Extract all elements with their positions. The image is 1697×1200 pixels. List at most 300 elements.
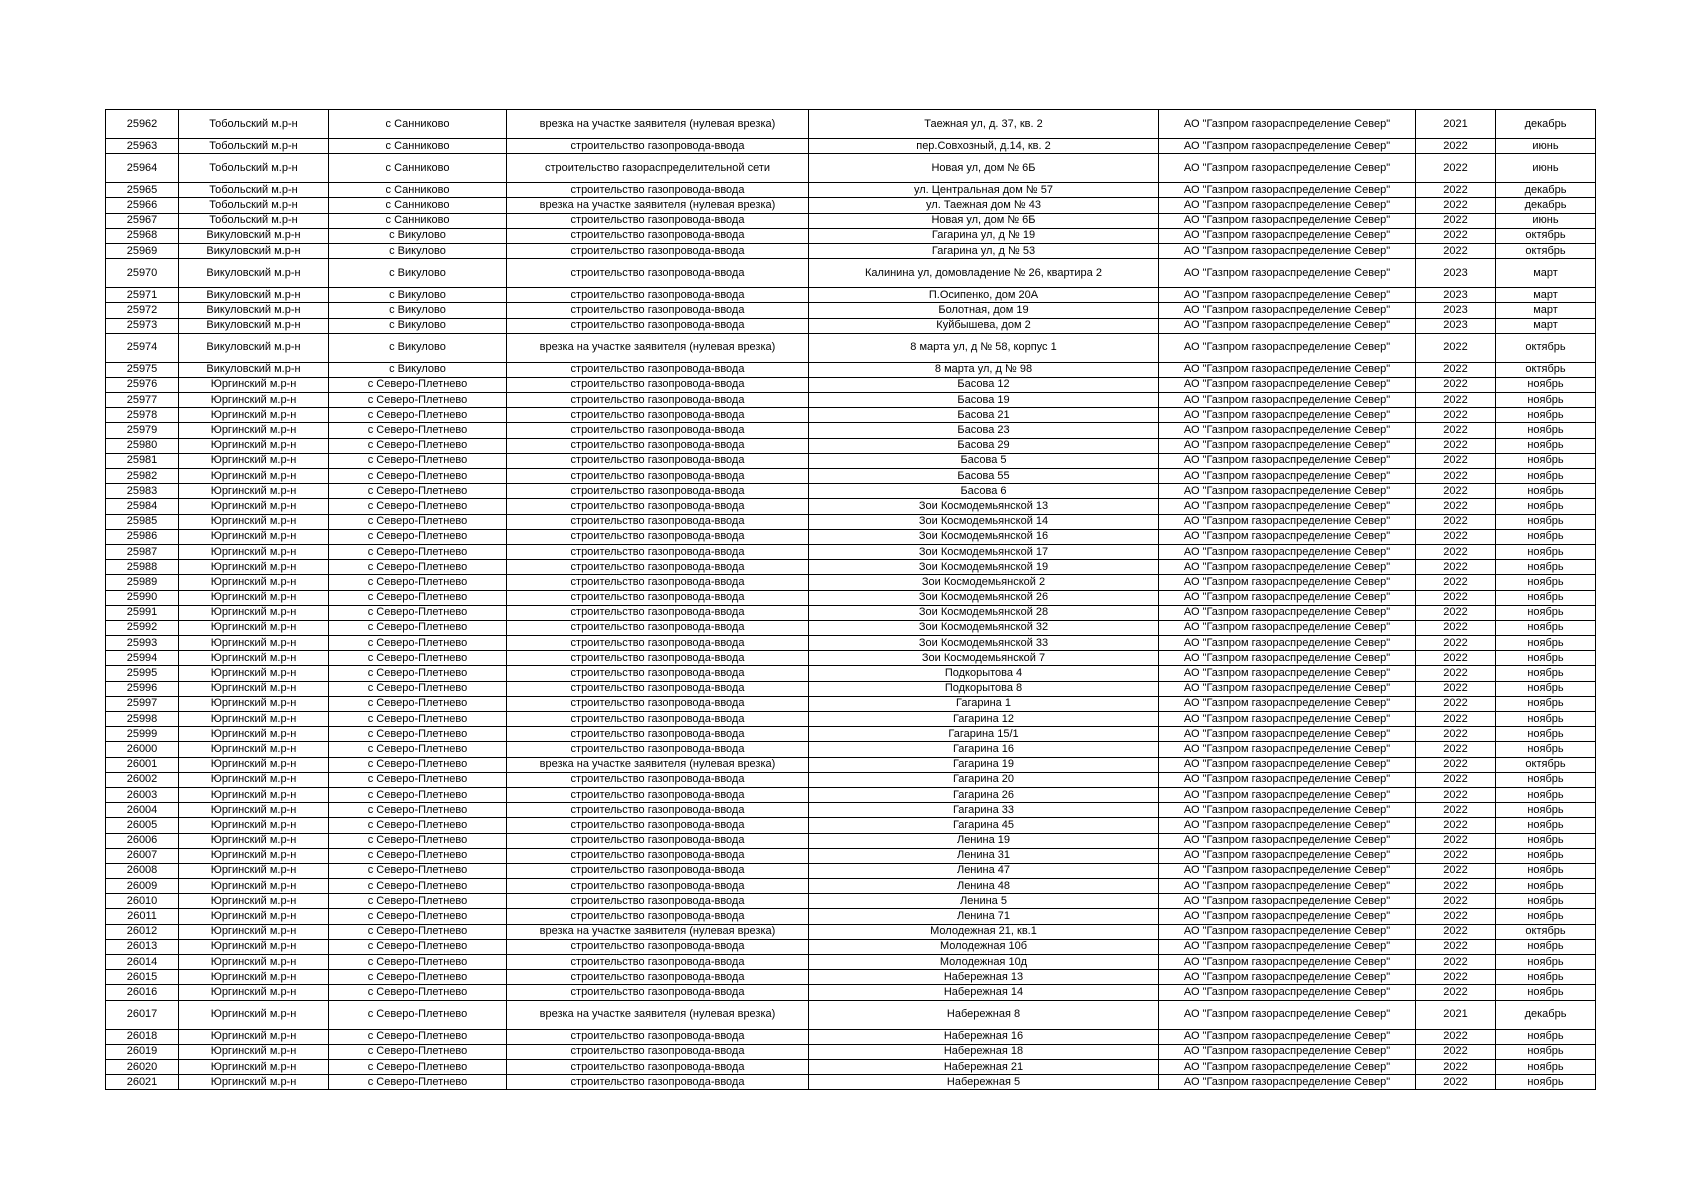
year-cell: 2022 <box>1416 393 1496 408</box>
district-cell: Тобольский м.р-н <box>179 183 329 198</box>
work-type-cell: врезка на участке заявителя (нулевая врезка) <box>507 757 809 772</box>
table-row <box>106 590 1596 605</box>
table-row <box>106 213 1596 228</box>
work-type-cell: строительство газопровода-ввода <box>507 499 809 514</box>
month-cell: ноябрь <box>1496 499 1596 514</box>
organization-cell: АО "Газпром газораспределение Север" <box>1159 605 1416 620</box>
year-cell: 2022 <box>1416 514 1496 529</box>
year-cell: 2022 <box>1416 909 1496 924</box>
organization-cell: АО "Газпром газораспределение Север" <box>1159 818 1416 833</box>
table-row <box>106 636 1596 651</box>
row-number-cell: 25975 <box>106 362 179 377</box>
address-cell: Зои Космодемьянской 33 <box>809 636 1159 651</box>
year-cell: 2022 <box>1416 620 1496 635</box>
organization-cell: АО "Газпром газораспределение Север" <box>1159 198 1416 213</box>
table-row <box>106 955 1596 970</box>
year-cell: 2022 <box>1416 438 1496 453</box>
address-cell: Ленина 31 <box>809 848 1159 863</box>
year-cell: 2022 <box>1416 362 1496 377</box>
district-cell: Юргинский м.р-н <box>179 1075 329 1090</box>
settlement-cell: с Санниково <box>329 139 507 154</box>
year-cell: 2022 <box>1416 970 1496 985</box>
row-number-cell: 25978 <box>106 408 179 423</box>
month-cell: ноябрь <box>1496 939 1596 954</box>
address-cell: ул. Таежная дом № 43 <box>809 198 1159 213</box>
row-number-cell: 26005 <box>106 818 179 833</box>
row-number-cell: 26002 <box>106 772 179 787</box>
settlement-cell: с Санниково <box>329 183 507 198</box>
organization-cell: АО "Газпром газораспределение Север" <box>1159 393 1416 408</box>
table-row <box>106 787 1596 802</box>
work-type-cell: врезка на участке заявителя (нулевая врезка) <box>507 924 809 939</box>
district-cell: Юргинский м.р-н <box>179 620 329 635</box>
row-number-cell: 25987 <box>106 544 179 559</box>
address-cell: Басова 6 <box>809 484 1159 499</box>
work-type-cell: строительство газопровода-ввода <box>507 183 809 198</box>
year-cell: 2021 <box>1416 110 1496 139</box>
row-number-cell: 26008 <box>106 863 179 878</box>
year-cell: 2022 <box>1416 651 1496 666</box>
address-cell: Басова 21 <box>809 408 1159 423</box>
settlement-cell: с Северо-Плетнево <box>329 909 507 924</box>
settlement-cell: с Викулово <box>329 318 507 333</box>
month-cell: июнь <box>1496 213 1596 228</box>
month-cell: ноябрь <box>1496 666 1596 681</box>
year-cell: 2022 <box>1416 757 1496 772</box>
address-cell: Гагарина 12 <box>809 712 1159 727</box>
settlement-cell: с Северо-Плетнево <box>329 681 507 696</box>
organization-cell: АО "Газпром газораспределение Север" <box>1159 110 1416 139</box>
address-cell: Гагарина 26 <box>809 787 1159 802</box>
month-cell: ноябрь <box>1496 514 1596 529</box>
work-type-cell: строительство газопровода-ввода <box>507 560 809 575</box>
address-cell: Ленина 19 <box>809 833 1159 848</box>
address-cell: Набережная 5 <box>809 1075 1159 1090</box>
district-cell: Юргинский м.р-н <box>179 438 329 453</box>
address-cell: Зои Космодемьянской 26 <box>809 590 1159 605</box>
table-row <box>106 939 1596 954</box>
district-cell: Юргинский м.р-н <box>179 1000 329 1029</box>
organization-cell: АО "Газпром газораспределение Север" <box>1159 560 1416 575</box>
month-cell: ноябрь <box>1496 787 1596 802</box>
work-type-cell: строительство газопровода-ввода <box>507 408 809 423</box>
address-cell: Набережная 8 <box>809 1000 1159 1029</box>
settlement-cell: с Северо-Плетнево <box>329 955 507 970</box>
month-cell: март <box>1496 303 1596 318</box>
row-number-cell: 25988 <box>106 560 179 575</box>
month-cell: ноябрь <box>1496 863 1596 878</box>
year-cell: 2022 <box>1416 198 1496 213</box>
organization-cell: АО "Газпром газораспределение Север" <box>1159 333 1416 362</box>
month-cell: ноябрь <box>1496 803 1596 818</box>
settlement-cell: с Викулово <box>329 228 507 243</box>
year-cell: 2022 <box>1416 1059 1496 1074</box>
month-cell: ноябрь <box>1496 985 1596 1000</box>
month-cell: ноябрь <box>1496 879 1596 894</box>
settlement-cell: с Северо-Плетнево <box>329 757 507 772</box>
work-type-cell: строительство газопровода-ввода <box>507 544 809 559</box>
month-cell: декабрь <box>1496 183 1596 198</box>
row-number-cell: 25992 <box>106 620 179 635</box>
row-number-cell: 25962 <box>106 110 179 139</box>
district-cell: Тобольский м.р-н <box>179 198 329 213</box>
work-type-cell: строительство газопровода-ввода <box>507 985 809 1000</box>
row-number-cell: 25974 <box>106 333 179 362</box>
organization-cell: АО "Газпром газораспределение Север" <box>1159 681 1416 696</box>
organization-cell: АО "Газпром газораспределение Север" <box>1159 863 1416 878</box>
address-cell: Басова 5 <box>809 453 1159 468</box>
organization-cell: АО "Газпром газораспределение Север" <box>1159 620 1416 635</box>
row-number-cell: 26013 <box>106 939 179 954</box>
district-cell: Викуловский м.р-н <box>179 288 329 303</box>
address-cell: Гагарина 33 <box>809 803 1159 818</box>
address-cell: ул. Центральная дом № 57 <box>809 183 1159 198</box>
address-cell: Гагарина ул, д № 19 <box>809 228 1159 243</box>
table-row <box>106 879 1596 894</box>
table-row <box>106 259 1596 288</box>
organization-cell: АО "Газпром газораспределение Север" <box>1159 575 1416 590</box>
settlement-cell: с Викулово <box>329 333 507 362</box>
year-cell: 2022 <box>1416 228 1496 243</box>
month-cell: ноябрь <box>1496 605 1596 620</box>
organization-cell: АО "Газпром газораспределение Север" <box>1159 666 1416 681</box>
table-row <box>106 288 1596 303</box>
table-row <box>106 757 1596 772</box>
settlement-cell: с Северо-Плетнево <box>329 544 507 559</box>
district-cell: Юргинский м.р-н <box>179 712 329 727</box>
row-number-cell: 25997 <box>106 696 179 711</box>
table-row <box>106 620 1596 635</box>
year-cell: 2022 <box>1416 894 1496 909</box>
settlement-cell: с Викулово <box>329 288 507 303</box>
table-row <box>106 712 1596 727</box>
year-cell: 2022 <box>1416 863 1496 878</box>
row-number-cell: 25994 <box>106 651 179 666</box>
district-cell: Тобольский м.р-н <box>179 110 329 139</box>
row-number-cell: 26017 <box>106 1000 179 1029</box>
work-type-cell: строительство газопровода-ввода <box>507 803 809 818</box>
table-row <box>106 183 1596 198</box>
year-cell: 2022 <box>1416 544 1496 559</box>
district-cell: Юргинский м.р-н <box>179 560 329 575</box>
settlement-cell: с Северо-Плетнево <box>329 514 507 529</box>
work-type-cell: строительство газопровода-ввода <box>507 318 809 333</box>
table-row <box>106 499 1596 514</box>
work-type-cell: строительство газопровода-ввода <box>507 863 809 878</box>
work-type-cell: строительство газопровода-ввода <box>507 787 809 802</box>
district-cell: Юргинский м.р-н <box>179 970 329 985</box>
district-cell: Тобольский м.р-н <box>179 154 329 183</box>
month-cell: ноябрь <box>1496 651 1596 666</box>
row-number-cell: 25996 <box>106 681 179 696</box>
district-cell: Юргинский м.р-н <box>179 514 329 529</box>
month-cell: ноябрь <box>1496 575 1596 590</box>
district-cell: Юргинский м.р-н <box>179 879 329 894</box>
year-cell: 2022 <box>1416 453 1496 468</box>
year-cell: 2022 <box>1416 879 1496 894</box>
month-cell: декабрь <box>1496 198 1596 213</box>
district-cell: Юргинский м.р-н <box>179 529 329 544</box>
year-cell: 2022 <box>1416 213 1496 228</box>
district-cell: Юргинский м.р-н <box>179 1044 329 1059</box>
table-row <box>106 303 1596 318</box>
work-type-cell: строительство газораспределительной сети <box>507 154 809 183</box>
work-type-cell: строительство газопровода-ввода <box>507 712 809 727</box>
year-cell: 2022 <box>1416 787 1496 802</box>
district-cell: Юргинский м.р-н <box>179 666 329 681</box>
year-cell: 2023 <box>1416 303 1496 318</box>
work-type-cell: строительство газопровода-ввода <box>507 575 809 590</box>
month-cell: ноябрь <box>1496 377 1596 392</box>
year-cell: 2022 <box>1416 1029 1496 1044</box>
work-type-cell: врезка на участке заявителя (нулевая врезка) <box>507 110 809 139</box>
organization-cell: АО "Газпром газораспределение Север" <box>1159 879 1416 894</box>
year-cell: 2023 <box>1416 318 1496 333</box>
settlement-cell: с Северо-Плетнево <box>329 772 507 787</box>
organization-cell: АО "Газпром газораспределение Север" <box>1159 154 1416 183</box>
year-cell: 2022 <box>1416 848 1496 863</box>
month-cell: ноябрь <box>1496 727 1596 742</box>
row-number-cell: 26014 <box>106 955 179 970</box>
district-cell: Юргинский м.р-н <box>179 605 329 620</box>
year-cell: 2022 <box>1416 742 1496 757</box>
organization-cell: АО "Газпром газораспределение Север" <box>1159 213 1416 228</box>
district-cell: Юргинский м.р-н <box>179 757 329 772</box>
year-cell: 2022 <box>1416 833 1496 848</box>
row-number-cell: 26019 <box>106 1044 179 1059</box>
district-cell: Юргинский м.р-н <box>179 985 329 1000</box>
settlement-cell: с Викулово <box>329 303 507 318</box>
row-number-cell: 25971 <box>106 288 179 303</box>
district-cell: Тобольский м.р-н <box>179 213 329 228</box>
organization-cell: АО "Газпром газораспределение Север" <box>1159 529 1416 544</box>
work-type-cell: строительство газопровода-ввода <box>507 393 809 408</box>
organization-cell: АО "Газпром газораспределение Север" <box>1159 772 1416 787</box>
work-type-cell: врезка на участке заявителя (нулевая врезка) <box>507 198 809 213</box>
organization-cell: АО "Газпром газораспределение Север" <box>1159 787 1416 802</box>
work-type-cell: строительство газопровода-ввода <box>507 666 809 681</box>
district-cell: Юргинский м.р-н <box>179 894 329 909</box>
row-number-cell: 26006 <box>106 833 179 848</box>
address-cell: П.Осипенко, дом 20А <box>809 288 1159 303</box>
year-cell: 2022 <box>1416 1044 1496 1059</box>
row-number-cell: 25983 <box>106 484 179 499</box>
row-number-cell: 25966 <box>106 198 179 213</box>
year-cell: 2022 <box>1416 529 1496 544</box>
work-type-cell: строительство газопровода-ввода <box>507 1029 809 1044</box>
district-cell: Викуловский м.р-н <box>179 259 329 288</box>
month-cell: ноябрь <box>1496 818 1596 833</box>
organization-cell: АО "Газпром газораспределение Север" <box>1159 955 1416 970</box>
district-cell: Юргинский м.р-н <box>179 423 329 438</box>
work-type-cell: врезка на участке заявителя (нулевая врезка) <box>507 333 809 362</box>
address-cell: Гагарина 19 <box>809 757 1159 772</box>
work-type-cell: строительство газопровода-ввода <box>507 833 809 848</box>
year-cell: 2022 <box>1416 243 1496 258</box>
year-cell: 2023 <box>1416 259 1496 288</box>
row-number-cell: 25967 <box>106 213 179 228</box>
work-type-cell: строительство газопровода-ввода <box>507 772 809 787</box>
district-cell: Викуловский м.р-н <box>179 243 329 258</box>
address-cell: Басова 19 <box>809 393 1159 408</box>
settlement-cell: с Северо-Плетнево <box>329 469 507 484</box>
work-type-cell: строительство газопровода-ввода <box>507 469 809 484</box>
settlement-cell: с Северо-Плетнево <box>329 636 507 651</box>
organization-cell: АО "Газпром газораспределение Север" <box>1159 985 1416 1000</box>
table-row <box>106 1059 1596 1074</box>
address-cell: Ленина 5 <box>809 894 1159 909</box>
year-cell: 2022 <box>1416 772 1496 787</box>
month-cell: ноябрь <box>1496 469 1596 484</box>
table-row <box>106 848 1596 863</box>
row-number-cell: 26010 <box>106 894 179 909</box>
row-number-cell: 25984 <box>106 499 179 514</box>
organization-cell: АО "Газпром газораспределение Север" <box>1159 1029 1416 1044</box>
year-cell: 2022 <box>1416 712 1496 727</box>
table-row <box>106 970 1596 985</box>
year-cell: 2022 <box>1416 955 1496 970</box>
table-row <box>106 742 1596 757</box>
row-number-cell: 26018 <box>106 1029 179 1044</box>
work-type-cell: строительство газопровода-ввода <box>507 438 809 453</box>
address-cell: Гагарина 1 <box>809 696 1159 711</box>
settlement-cell: с Северо-Плетнево <box>329 696 507 711</box>
table-row <box>106 377 1596 392</box>
table-row <box>106 909 1596 924</box>
work-type-cell: строительство газопровода-ввода <box>507 848 809 863</box>
organization-cell: АО "Газпром газораспределение Север" <box>1159 408 1416 423</box>
settlement-cell: с Северо-Плетнево <box>329 438 507 453</box>
work-type-cell: строительство газопровода-ввода <box>507 818 809 833</box>
address-cell: Новая ул, дом № 6Б <box>809 154 1159 183</box>
row-number-cell: 26011 <box>106 909 179 924</box>
row-number-cell: 25972 <box>106 303 179 318</box>
month-cell: ноябрь <box>1496 620 1596 635</box>
table-row <box>106 243 1596 258</box>
district-cell: Юргинский м.р-н <box>179 544 329 559</box>
organization-cell: АО "Газпром газораспределение Север" <box>1159 1075 1416 1090</box>
district-cell: Юргинский м.р-н <box>179 590 329 605</box>
work-type-cell: строительство газопровода-ввода <box>507 423 809 438</box>
organization-cell: АО "Газпром газораспределение Север" <box>1159 590 1416 605</box>
month-cell: июнь <box>1496 139 1596 154</box>
row-number-cell: 25981 <box>106 453 179 468</box>
year-cell: 2022 <box>1416 939 1496 954</box>
table-row <box>106 408 1596 423</box>
settlement-cell: с Викулово <box>329 259 507 288</box>
year-cell: 2022 <box>1416 818 1496 833</box>
work-type-cell: строительство газопровода-ввода <box>507 727 809 742</box>
organization-cell: АО "Газпром газораспределение Север" <box>1159 514 1416 529</box>
address-cell: Зои Космодемьянской 14 <box>809 514 1159 529</box>
month-cell: ноябрь <box>1496 955 1596 970</box>
year-cell: 2022 <box>1416 333 1496 362</box>
address-cell: Молодежная 21, кв.1 <box>809 924 1159 939</box>
settlement-cell: с Северо-Плетнево <box>329 848 507 863</box>
settlement-cell: с Северо-Плетнево <box>329 924 507 939</box>
settlement-cell: с Северо-Плетнево <box>329 727 507 742</box>
organization-cell: АО "Газпром газораспределение Север" <box>1159 453 1416 468</box>
work-type-cell: строительство газопровода-ввода <box>507 742 809 757</box>
month-cell: октябрь <box>1496 243 1596 258</box>
organization-cell: АО "Газпром газораспределение Север" <box>1159 742 1416 757</box>
table-row <box>106 453 1596 468</box>
work-type-cell: строительство газопровода-ввода <box>507 228 809 243</box>
settlement-cell: с Северо-Плетнево <box>329 484 507 499</box>
work-type-cell: строительство газопровода-ввода <box>507 970 809 985</box>
table-row <box>106 560 1596 575</box>
row-number-cell: 25993 <box>106 636 179 651</box>
address-cell: Зои Космодемьянской 7 <box>809 651 1159 666</box>
district-cell: Юргинский м.р-н <box>179 833 329 848</box>
settlement-cell: с Санниково <box>329 110 507 139</box>
organization-cell: АО "Газпром газораспределение Север" <box>1159 970 1416 985</box>
district-cell: Викуловский м.р-н <box>179 228 329 243</box>
row-number-cell: 25982 <box>106 469 179 484</box>
district-cell: Юргинский м.р-н <box>179 742 329 757</box>
table-row <box>106 985 1596 1000</box>
organization-cell: АО "Газпром газораспределение Север" <box>1159 303 1416 318</box>
district-cell: Юргинский м.р-н <box>179 863 329 878</box>
address-cell: пер.Совхозный, д.14, кв. 2 <box>809 139 1159 154</box>
year-cell: 2022 <box>1416 408 1496 423</box>
address-cell: Басова 55 <box>809 469 1159 484</box>
work-type-cell: строительство газопровода-ввода <box>507 955 809 970</box>
work-type-cell: врезка на участке заявителя (нулевая врезка) <box>507 1000 809 1029</box>
district-cell: Юргинский м.р-н <box>179 408 329 423</box>
organization-cell: АО "Газпром газораспределение Север" <box>1159 803 1416 818</box>
settlement-cell: с Санниково <box>329 198 507 213</box>
work-type-cell: строительство газопровода-ввода <box>507 1044 809 1059</box>
address-cell: Зои Космодемьянской 13 <box>809 499 1159 514</box>
table-row <box>106 1000 1596 1029</box>
month-cell: декабрь <box>1496 1000 1596 1029</box>
table-row <box>106 139 1596 154</box>
table-row <box>106 575 1596 590</box>
organization-cell: АО "Газпром газораспределение Север" <box>1159 183 1416 198</box>
district-cell: Юргинский м.р-н <box>179 453 329 468</box>
organization-cell: АО "Газпром газораспределение Север" <box>1159 712 1416 727</box>
table-row <box>106 666 1596 681</box>
table-row <box>106 333 1596 362</box>
month-cell: ноябрь <box>1496 1029 1596 1044</box>
work-type-cell: строительство газопровода-ввода <box>507 453 809 468</box>
settlement-cell: с Северо-Плетнево <box>329 408 507 423</box>
settlement-cell: с Северо-Плетнево <box>329 377 507 392</box>
table-row <box>106 544 1596 559</box>
month-cell: октябрь <box>1496 362 1596 377</box>
month-cell: июнь <box>1496 154 1596 183</box>
row-number-cell: 25976 <box>106 377 179 392</box>
month-cell: ноябрь <box>1496 1059 1596 1074</box>
district-cell: Юргинский м.р-н <box>179 636 329 651</box>
month-cell: ноябрь <box>1496 544 1596 559</box>
month-cell: ноябрь <box>1496 393 1596 408</box>
row-number-cell: 26000 <box>106 742 179 757</box>
settlement-cell: с Викулово <box>329 243 507 258</box>
work-type-cell: строительство газопровода-ввода <box>507 213 809 228</box>
settlement-cell: с Северо-Плетнево <box>329 499 507 514</box>
year-cell: 2022 <box>1416 681 1496 696</box>
year-cell: 2022 <box>1416 696 1496 711</box>
organization-cell: АО "Газпром газораспределение Север" <box>1159 651 1416 666</box>
month-cell: октябрь <box>1496 228 1596 243</box>
month-cell: ноябрь <box>1496 681 1596 696</box>
organization-cell: АО "Газпром газораспределение Север" <box>1159 469 1416 484</box>
table-row <box>106 727 1596 742</box>
organization-cell: АО "Газпром газораспределение Север" <box>1159 727 1416 742</box>
organization-cell: АО "Газпром газораспределение Север" <box>1159 924 1416 939</box>
